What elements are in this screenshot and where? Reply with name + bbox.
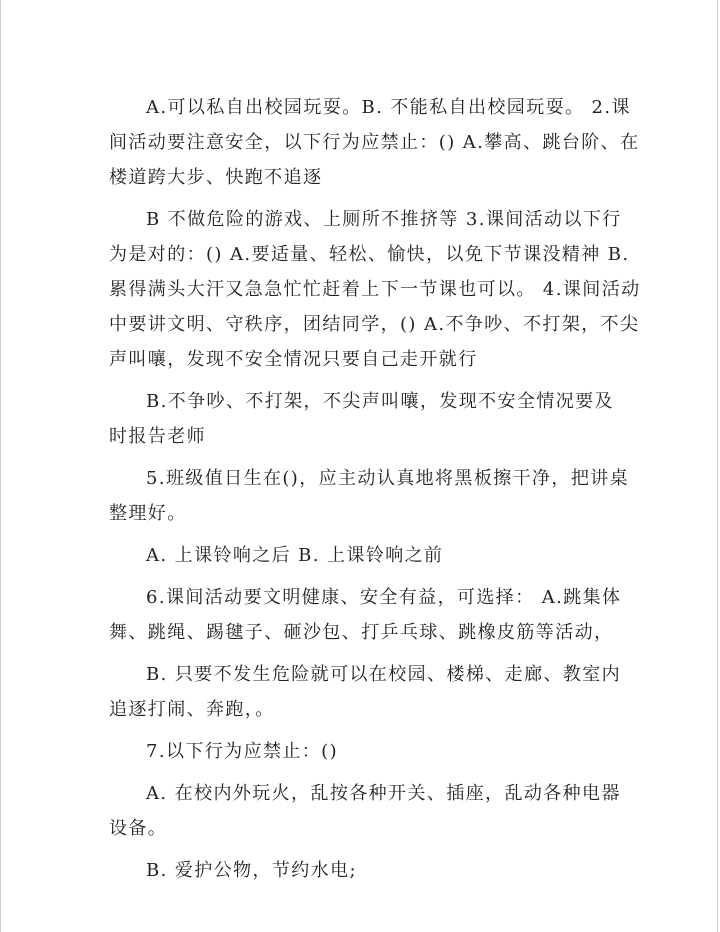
paragraph-6 [109, 580, 622, 650]
text-line: 设备。 [109, 818, 168, 839]
text-line: 7.以下行为应禁止：() [146, 741, 339, 762]
paragraph-7 [109, 657, 622, 727]
text-line: B. 只要不发生危险就可以在校园、楼梯、走廊、教室内 [146, 664, 622, 685]
text-line: 间活动要注意安全，以下行为应禁止：() A.攀高、跳台阶、在 [109, 132, 640, 153]
text-line: 累得满头大汗又急急忙忙赶着上下一节课也可以。 4.课间活动 [109, 279, 641, 300]
text-line: B.不争吵、不打架，不尖声叫嚷，发现不安全情况要及 [146, 391, 614, 412]
paragraph-9 [109, 776, 621, 846]
paragraph-3 [109, 384, 617, 454]
paragraph-10 [109, 853, 617, 888]
text-line: 舞、跳绳、踢毽子、砸沙包、打乒乓球、跳橡皮筋等活动， [109, 622, 614, 643]
text-line: B 不做危险的游戏、上厕所不推挤等 3.课间活动以下行 [146, 209, 622, 230]
text-line: 声叫嚷，发现不安全情况只要自己走开就行 [109, 349, 478, 370]
text-line: 为是对的：() A.要适量、轻松、愉快，以免下节课没精神 B. [109, 244, 630, 265]
text-line: 整理好。 [109, 503, 187, 524]
paragraph-8 [109, 734, 617, 769]
text-line: 中要讲文明、守秩序，团结同学，() A.不争吵、不打架，不尖 [109, 314, 640, 335]
text-line: 5.班级值日生在()，应主动认真地将黑板擦干净，把讲桌 [146, 468, 630, 489]
paragraph-1 [109, 90, 640, 195]
text-line: B. 爱护公物，节约水电; [146, 860, 357, 881]
paragraph-2 [109, 202, 641, 377]
text-line: 追逐打闹、奔跑，。 [109, 699, 275, 720]
text-line: 6.课间活动要文明健康、安全有益，可选择： A.跳集体 [146, 587, 622, 608]
paragraph-4 [109, 461, 630, 531]
text-line: A.可以私自出校园玩耍。B. 不能私自出校园玩耍。 2.课 [146, 97, 631, 118]
paragraph-5 [109, 538, 617, 573]
document-body [109, 90, 641, 895]
text-line: A. 上课铃响之后 B. 上课铃响之前 [146, 545, 444, 566]
text-line: A. 在校内外玩火，乱按各种开关、插座，乱动各种电器 [146, 783, 621, 804]
text-line: 时报告老师 [109, 426, 206, 447]
text-line: 楼道跨大步、快跑不追逐 [109, 167, 323, 188]
